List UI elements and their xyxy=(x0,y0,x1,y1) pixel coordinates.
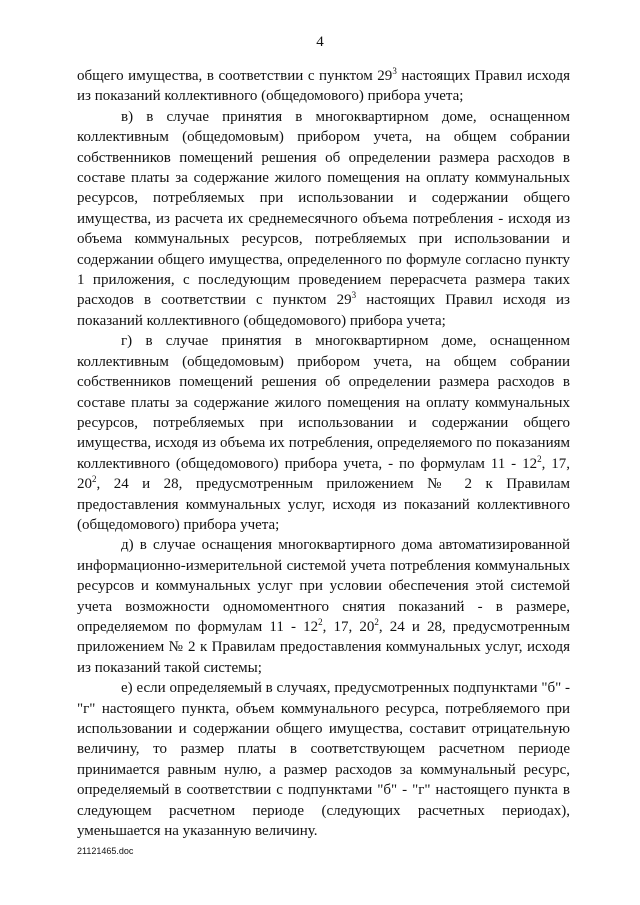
superscript: 2 xyxy=(318,616,323,627)
file-reference: 21121465.doc xyxy=(77,846,134,856)
page-number: 4 xyxy=(316,34,324,50)
text-segment: , 17, 20 xyxy=(77,455,570,493)
text-segment: е) если определяемый в случаях, предусмотренных подпунктами "б" - "г" настоящего пункта, объем коммунального ресурса, потребляемого при использовании и содержании общего имущества, составит отрицательную величину, то размер платы в соответствующем расчетном периоде принимается равным нулю, а размер расходов за коммунальный ресурс, определяемый в соответствии с подпунктами "б" - "г" настоящего пункта в следующем расчетном периоде (следующих расчетных периодах), уменьшается на указанную величину. xyxy=(77,680,570,840)
text-segment: настоящих Правил исходя из показаний коллективного (общедомового) прибора учета; xyxy=(77,68,570,105)
text-segment: , 24 и 28, предусмотренным приложением № 2 к Правилам предоставления коммунальных услуг, исходя из показаний такой системы; xyxy=(77,618,570,676)
text-segment: , 24 и 28, предусмотренным приложением № 2 к Правилам предоставления коммунальных услуг, исходя из показаний коллективного (общедомового) прибора учета; xyxy=(77,476,570,533)
text-segment: , 17, 20 xyxy=(322,618,375,635)
superscript: 2 xyxy=(537,453,542,464)
superscript: 3 xyxy=(392,66,397,76)
text-segment: в) в случае принятия в многоквартирном доме, оснащенном коллективным (общедомовым) прибором учета, на общем собрании собственников помещений решения об определении размера расходов в составе платы за содержание жилого помещения на оплату коммунальных ресурсов, потребляемых при использовании и содержании общего имущества, из расчета их среднемесячного объема потребления - исходя из объема коммунальных ресурсов, потребляемых при использовании и содержании общего имущества, определенного по формуле согласно пункту 1 приложения, с последующим проведением перерасчета размера таких расходов в соответствии с пунктом 29 xyxy=(77,108,570,309)
superscript: 2 xyxy=(374,616,379,627)
superscript: 3 xyxy=(351,290,357,301)
text-segment: д) в случае оснащения многоквартирного дома автоматизированной информационно-измерительной системой учета потребления коммунальных ресурсов и коммунальных услуг при условии обеспечения этой системой учета возможности одномоментного снятия показаний - в размере, определяемом по формулам 11 - 12 xyxy=(77,537,570,635)
text-segment: г) в случае принятия в многоквартирном доме, оснащенном коллективным (общедомовым) прибором учета, на общем собрании собственников помещений решения об определении размера расходов в составе платы за содержание жилого помещения на оплату коммунальных ресурсов, потребляемых при использовании и содержании общего имущества, исходя из объема их потребления, определяемого по показаниям коллективного (общедомового) прибора учета, - по формулам 11 - 12 xyxy=(77,333,570,472)
document-body xyxy=(77,66,570,841)
text-segment: настоящих Правил исходя из показаний коллективного (общедомового) прибора учета; xyxy=(77,292,570,329)
paragraph xyxy=(77,107,570,331)
text-segment: общего имущества, в соответствии с пунктом 29 xyxy=(77,68,393,84)
paragraph xyxy=(77,66,570,107)
paragraph xyxy=(77,678,570,841)
paragraph xyxy=(77,331,570,535)
paragraph xyxy=(77,535,570,678)
superscript: 2 xyxy=(92,474,97,485)
